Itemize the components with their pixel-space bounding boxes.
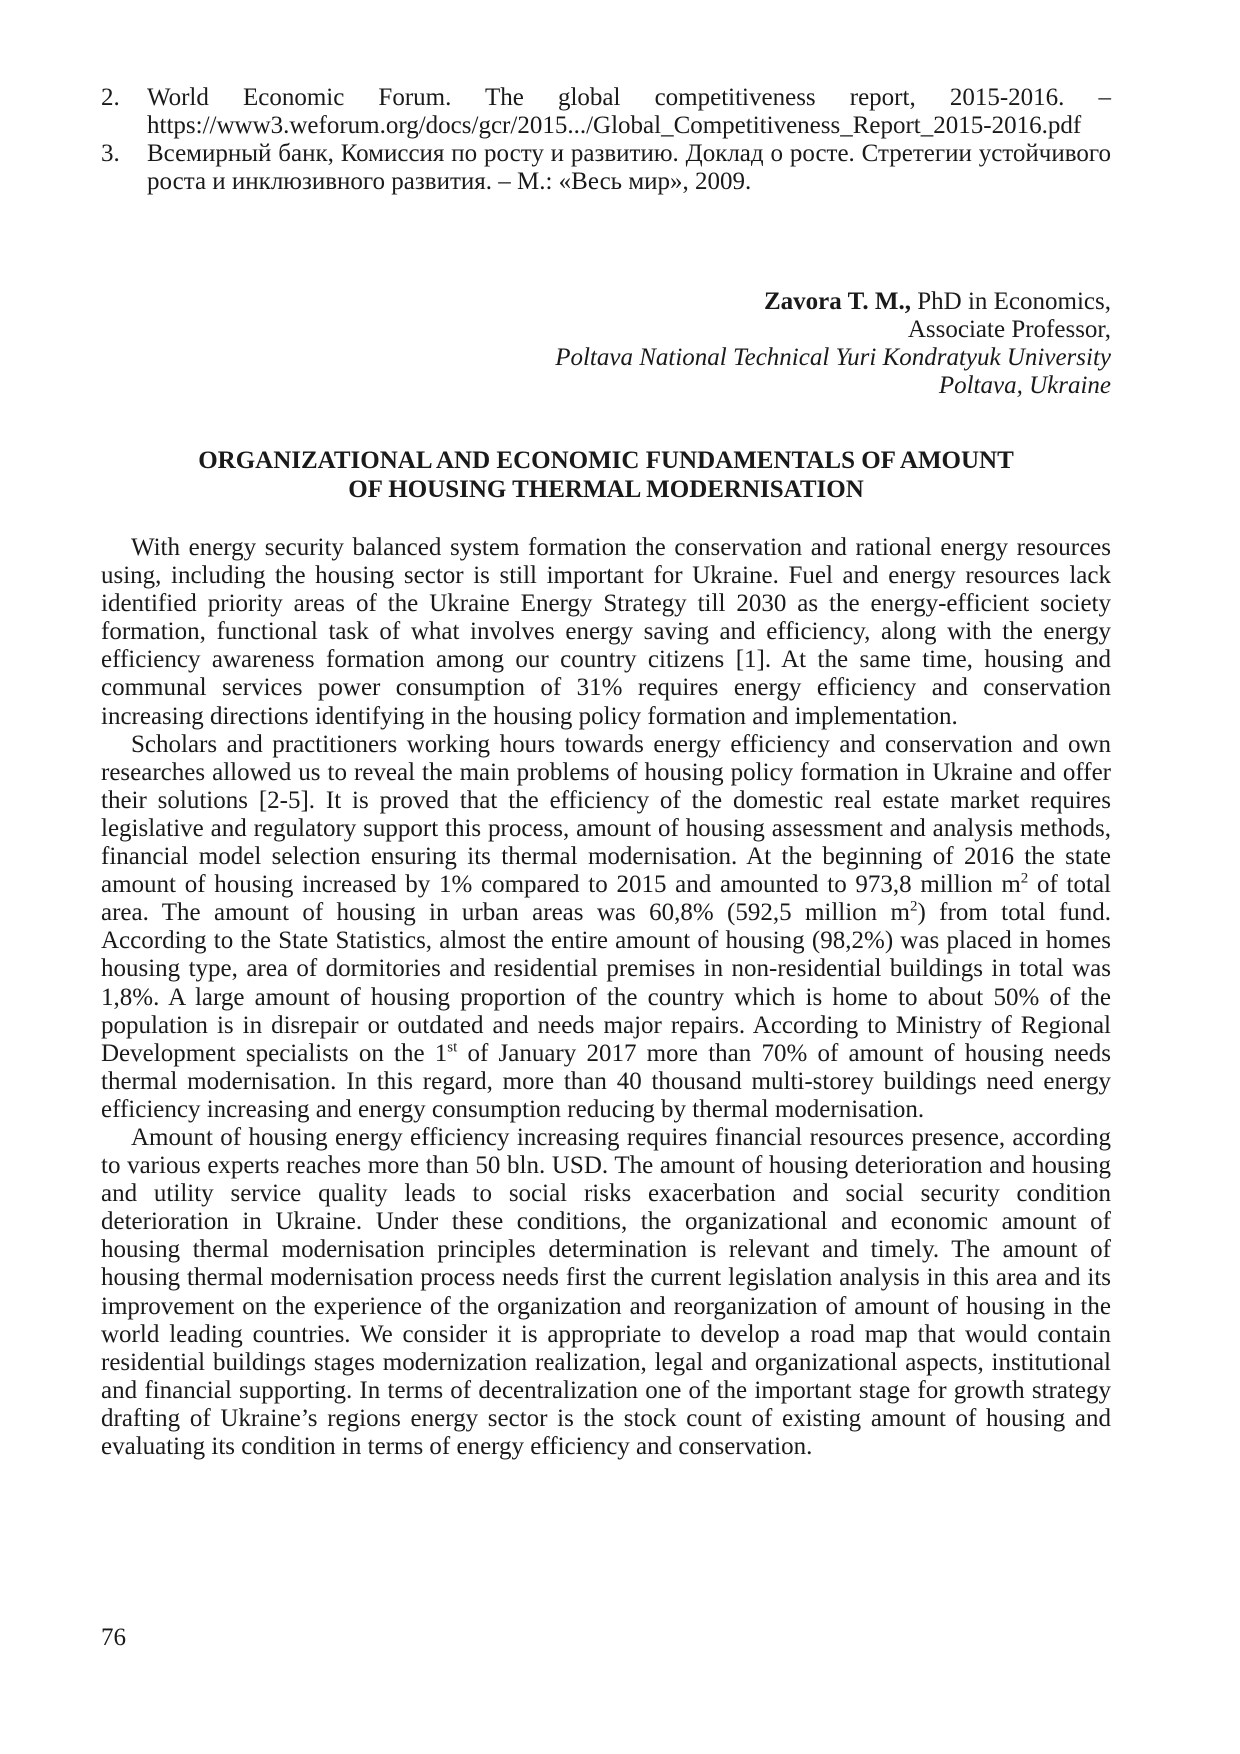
reference-number: 3.: [101, 140, 120, 167]
paragraph-2-text-d: of January 2017 more than 70% of amount of housing needs thermal modernisation. In this regard, more than 40 thousand multi-storey buildings need energy efficiency increasing and energy consumption reducing by thermal modernisation.: [101, 1039, 1112, 1123]
author-university: Poltava National Technical Yuri Kondratyuk University: [555, 344, 1111, 371]
paragraph-2-text-a: Scholars and practitioners working hours towards energy efficiency and conservation and own researches allowed us to reveal the main problems of housing policy formation in Ukraine and offer their solutions [2-5]. It is proved that the efficiency of the domestic real estate market requires legislative and regulatory support this process, amount of housing assessment and analysis methods, financial model selection ensuring its thermal modernisation. At the beginning of 2016 the state amount of housing increased by 1% compared to 2015 and amounted to 973,8 million m: [101, 730, 1111, 899]
article-title: [101, 446, 1111, 504]
reference-list: [101, 84, 1111, 196]
page-number: 76: [101, 1624, 126, 1651]
paragraph-1: With energy security balanced system formation the conservation and rational energy resources using, including the housing sector is still important for Ukraine. Fuel and energy resources lack identified priority areas of the Ukraine Energy Strategy till 2030 as the energy-efficient society formation, functional task of what involves energy saving and efficiency, along with the energy efficiency awareness formation among our country citizens [1]. At the same time, housing and communal services power consumption of 31% requires energy efficiency and conservation increasing directions identifying in the housing policy formation and implementation.: [101, 534, 1111, 730]
author-degree: PhD in Economics,: [911, 288, 1111, 315]
author-line: [101, 288, 1111, 316]
superscript: 2: [909, 898, 918, 915]
superscript: st: [447, 1039, 458, 1056]
author-name: Zavora T. M.,: [764, 288, 911, 315]
reference-text: Всемирный банк, Комиссия по росту и развитию. Доклад о росте. Стретегии устойчивого роста и инклюзивного развития. – М.: «Весь мир», 2009.: [147, 140, 1111, 195]
article-title-line-1: ORGANIZATIONAL AND ECONOMIC FUNDAMENTALS OF AMOUNT: [198, 447, 1014, 474]
reference-item: [101, 140, 1111, 196]
author-block: [101, 288, 1111, 400]
article-body: [101, 534, 1111, 1461]
paragraph-2-text-b: of total area. The amount of housing in urban areas was 60,8% (592,5 million m: [101, 871, 1111, 927]
paragraph-2-text-c: ) from total fund. According to the State Statistics, almost the entire amount of housing (98,2%) was placed in homes housing type, area of dormitories and residential premises in non-residential buildings in total was 1,8%. A large amount of housing proportion of the country which is home to about 50% of the population is in disrepair or outdated and needs major repairs. According to Ministry of Regional Development specialists on the 1: [101, 899, 1111, 1067]
author-position: Associate Professor,: [907, 316, 1111, 343]
reference-number: 2.: [101, 84, 120, 111]
author-location: Poltava, Ukraine: [938, 372, 1111, 399]
paragraph-3: Amount of housing energy efficiency increasing requires financial resources presence, according to various experts reaches more than 50 bln. USD. The amount of housing deterioration and housing and utility service quality leads to social risks exacerbation and social security condition deterioration in Ukraine. Under these conditions, the organizational and economic amount of housing thermal modernisation principles determination is relevant and timely. The amount of housing thermal modernisation process needs first the current legislation analysis in this area and its improvement on the experience of the organization and reorganization of amount of housing in the world leading countries. We consider it is appropriate to develop a road map that would contain residential buildings stages modernization realization, legal and organizational aspects, institutional and financial supporting. In terms of decentralization one of the important stage for growth strategy drafting of Ukraine’s regions energy sector is the stock count of existing amount of housing and evaluating its condition in terms of energy efficiency and conservation.: [101, 1123, 1111, 1460]
reference-text: World Economic Forum. The global competitiveness report, 2015-2016. – https://www3.weforum.org/docs/gcr/2015.../Global_Competitiveness_Report_2015-2016.pdf: [147, 84, 1111, 139]
reference-item: [101, 84, 1111, 140]
page-content: [101, 84, 1111, 1461]
paragraph-2: [101, 731, 1111, 1124]
article-title-line-2: OF HOUSING THERMAL MODERNISATION: [348, 476, 864, 503]
superscript: 2: [1020, 870, 1029, 887]
